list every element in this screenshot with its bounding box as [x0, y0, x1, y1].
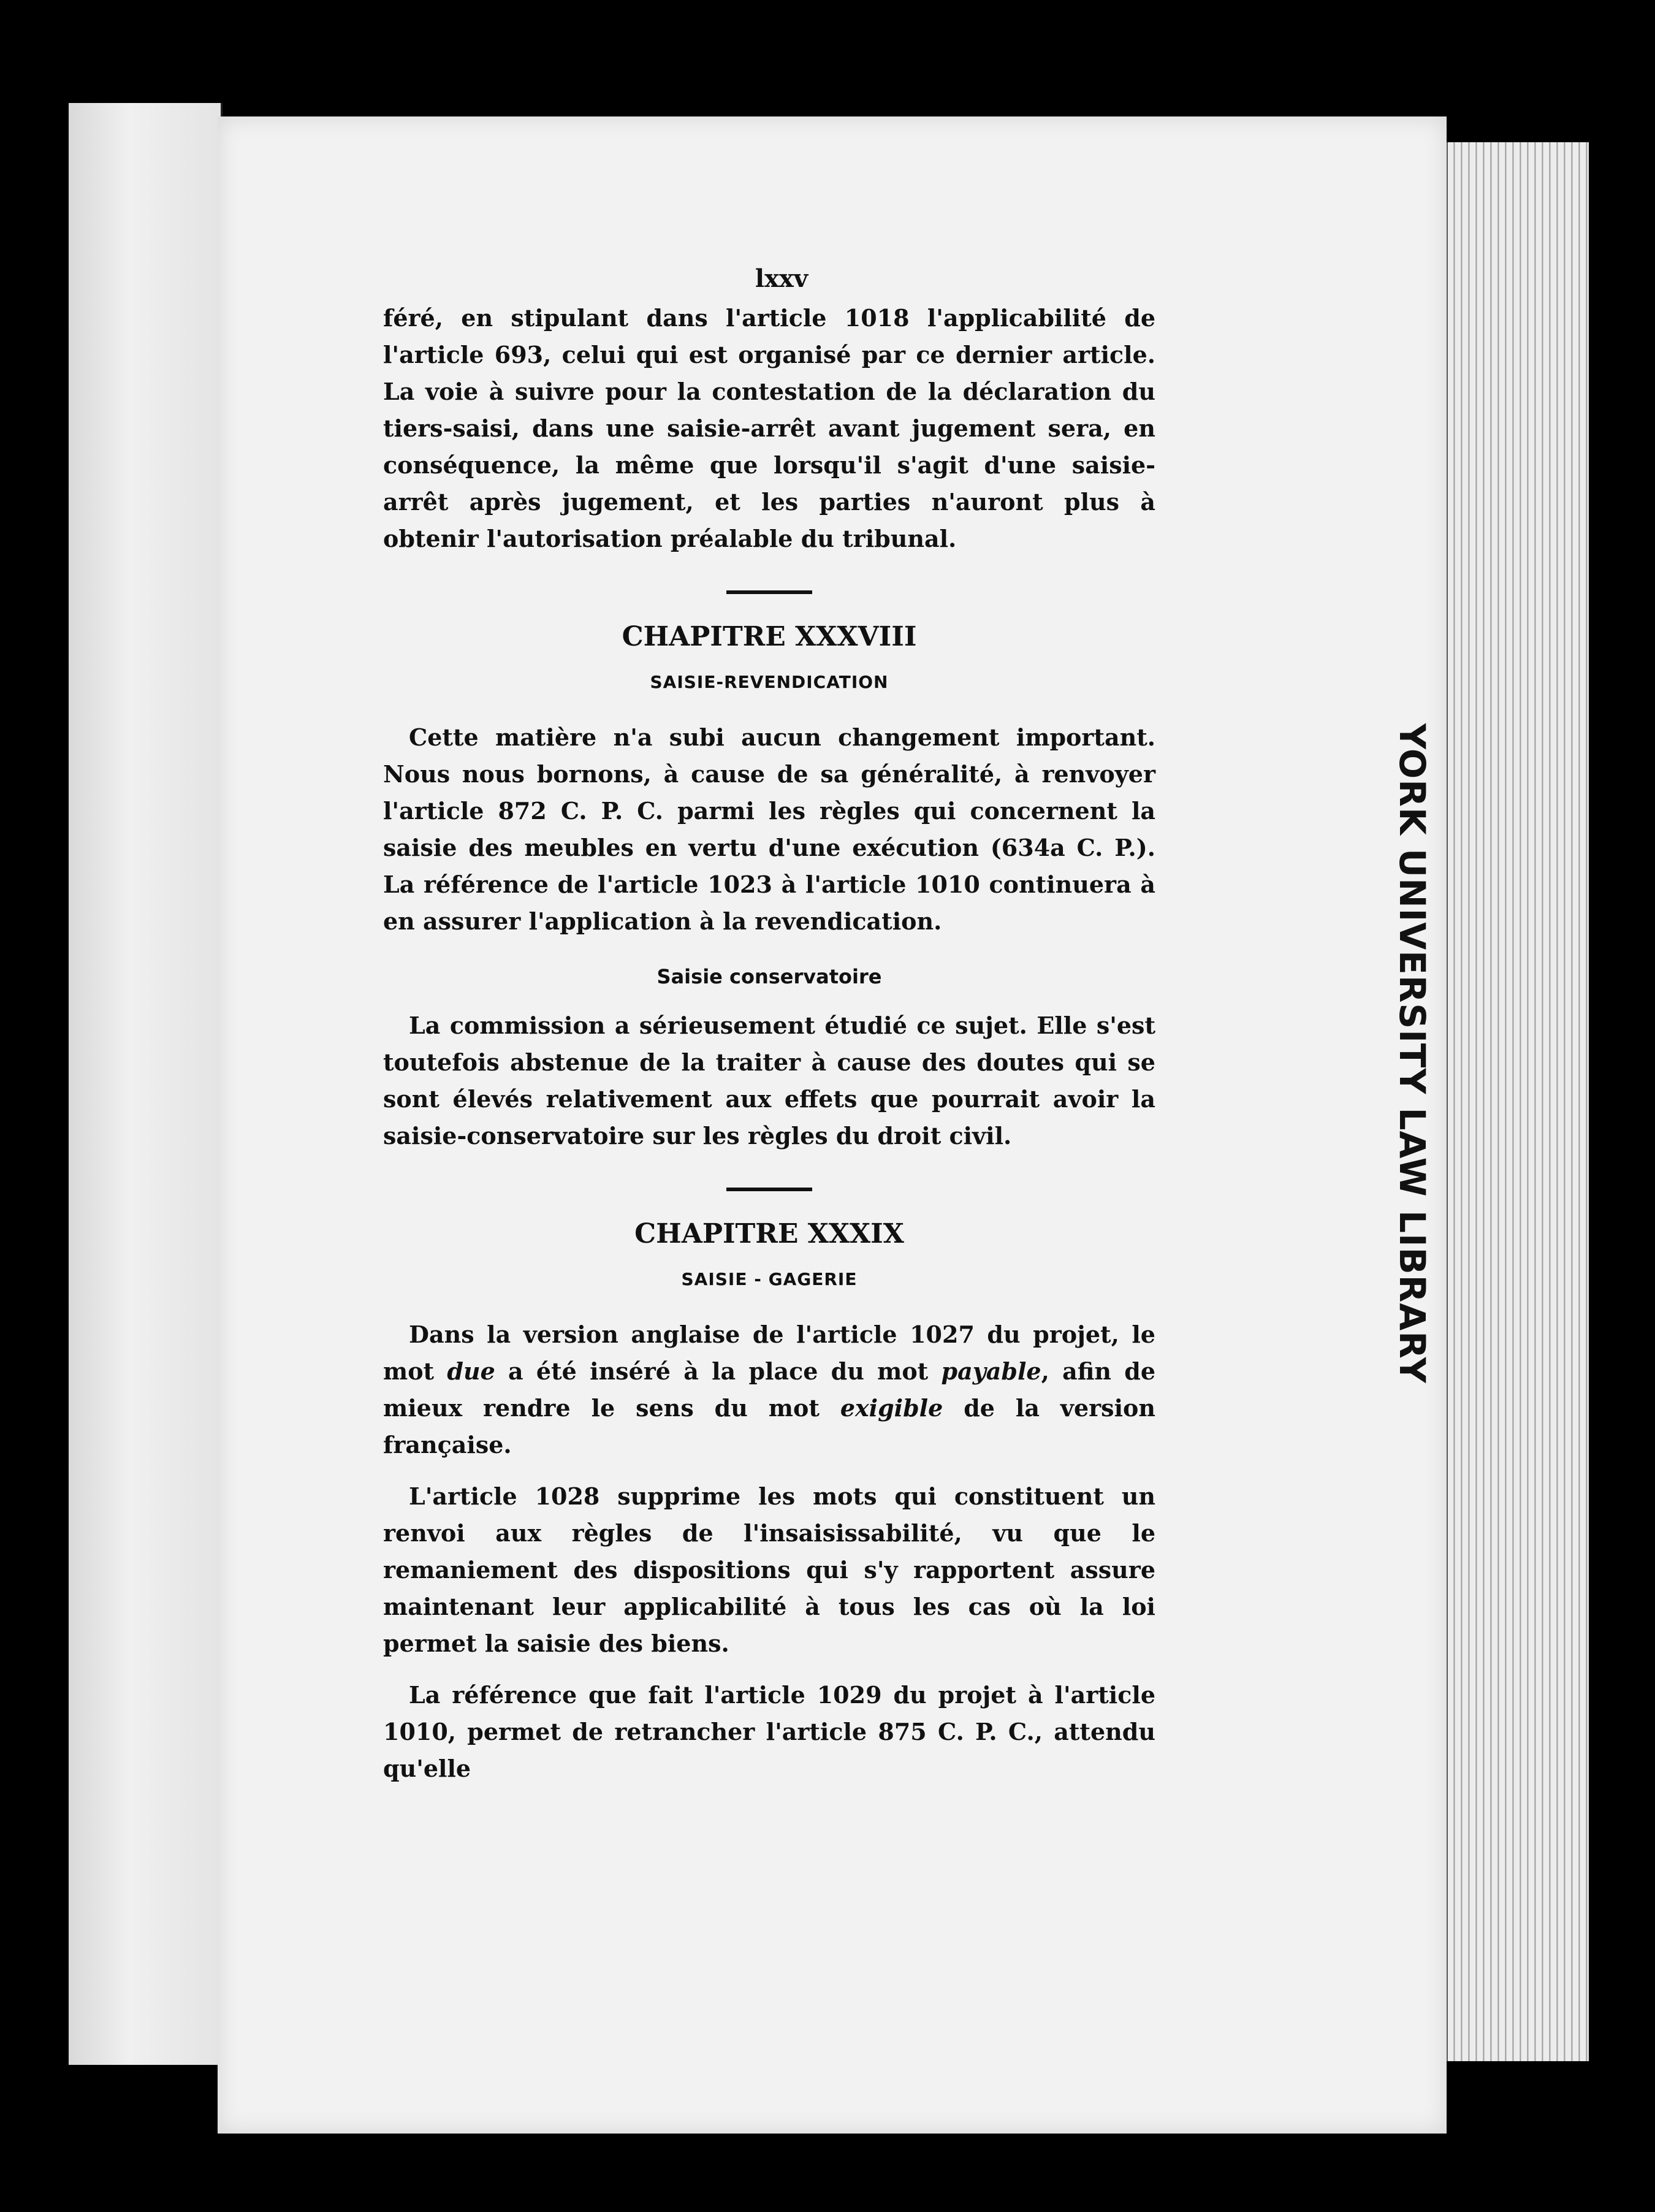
text-span: de la version française. — [383, 1394, 1155, 1459]
chapter-38-subtitle: SAISIE-REVENDICATION — [650, 672, 889, 692]
chapter-39-paragraph-2: L'article 1028 supprime les mots qui constituent un renvoi aux règles de l'insaisissabilité, vu que le remaniement des dispositions qui s'y rapportent assure maintenant leur applicabilité à tous les cas où la loi permet la saisie des biens. — [383, 1482, 1155, 1657]
page-number: lxxv — [755, 264, 808, 293]
page-edges — [1447, 142, 1589, 2061]
text-span: Dans la version anglaise de l'article 1027 du projet, le mot — [383, 1321, 1155, 1385]
italic-term-due: due — [447, 1357, 495, 1385]
library-stamp — [1372, 723, 1433, 969]
chapter-39-subtitle: SAISIE - GAGERIE — [681, 1269, 858, 1289]
text-span: , afin de mieux rendre le sens du mot — [383, 1357, 1155, 1422]
italic-term-exigible: exigible — [840, 1394, 943, 1422]
chapter-38-paragraph: Cette matière n'a subi aucun changement important. Nous nous bornons, à cause de sa généralité, à renvoyer l'article 872 C. P. C. parmi les règles qui concernent la saisie des meubles en vertu d'une exécution (634a C. P.). La référence de l'article 1023 à l'article 1010 continuera à en assurer l'application à la revendication. — [383, 723, 1155, 935]
chapter-39-paragraph-1 — [383, 1316, 1155, 1463]
section-divider — [726, 1188, 812, 1191]
saisie-conservatoire-paragraph: La commission a sérieusement étudié ce sujet. Elle s'est toutefois abstenue de la traiter à cause des doutes qui se sont élevés relativement aux effets que pourrait avoir la saisie-conservatoire sur les règles du droit civil. — [383, 1012, 1155, 1150]
intro-paragraph: féré, en stipulant dans l'article 1018 l'applicabilité de l'article 693, celui qui est organisé par ce dernier article. La voie à suivre pour la contestation de la déclaration du tiers-saisi, dans une saisie-arrêt avant jugement sera, en conséquence, la même que lorsqu'il s'agit d'une saisie-arrêt après jugement, et les parties n'auront plus à obtenir l'autorisation préalable du tribunal. — [383, 304, 1155, 552]
previous-page-edge — [69, 103, 223, 2065]
chapter-39-paragraph-3: La référence que fait l'article 1029 du projet à l'article 1010, permet de retrancher l'article 875 C. P. C., attendu qu'elle — [383, 1681, 1155, 1782]
saisie-conservatoire-heading: Saisie conservatoire — [656, 965, 882, 988]
page-content — [383, 261, 1155, 1787]
chapter-38-title: CHAPITRE XXXVIII — [622, 621, 917, 652]
text-span: a été inséré à la place du mot — [495, 1357, 942, 1385]
section-divider — [726, 590, 812, 594]
italic-term-payable: payable — [941, 1357, 1041, 1385]
chapter-39-title: CHAPITRE XXXIX — [634, 1218, 904, 1249]
